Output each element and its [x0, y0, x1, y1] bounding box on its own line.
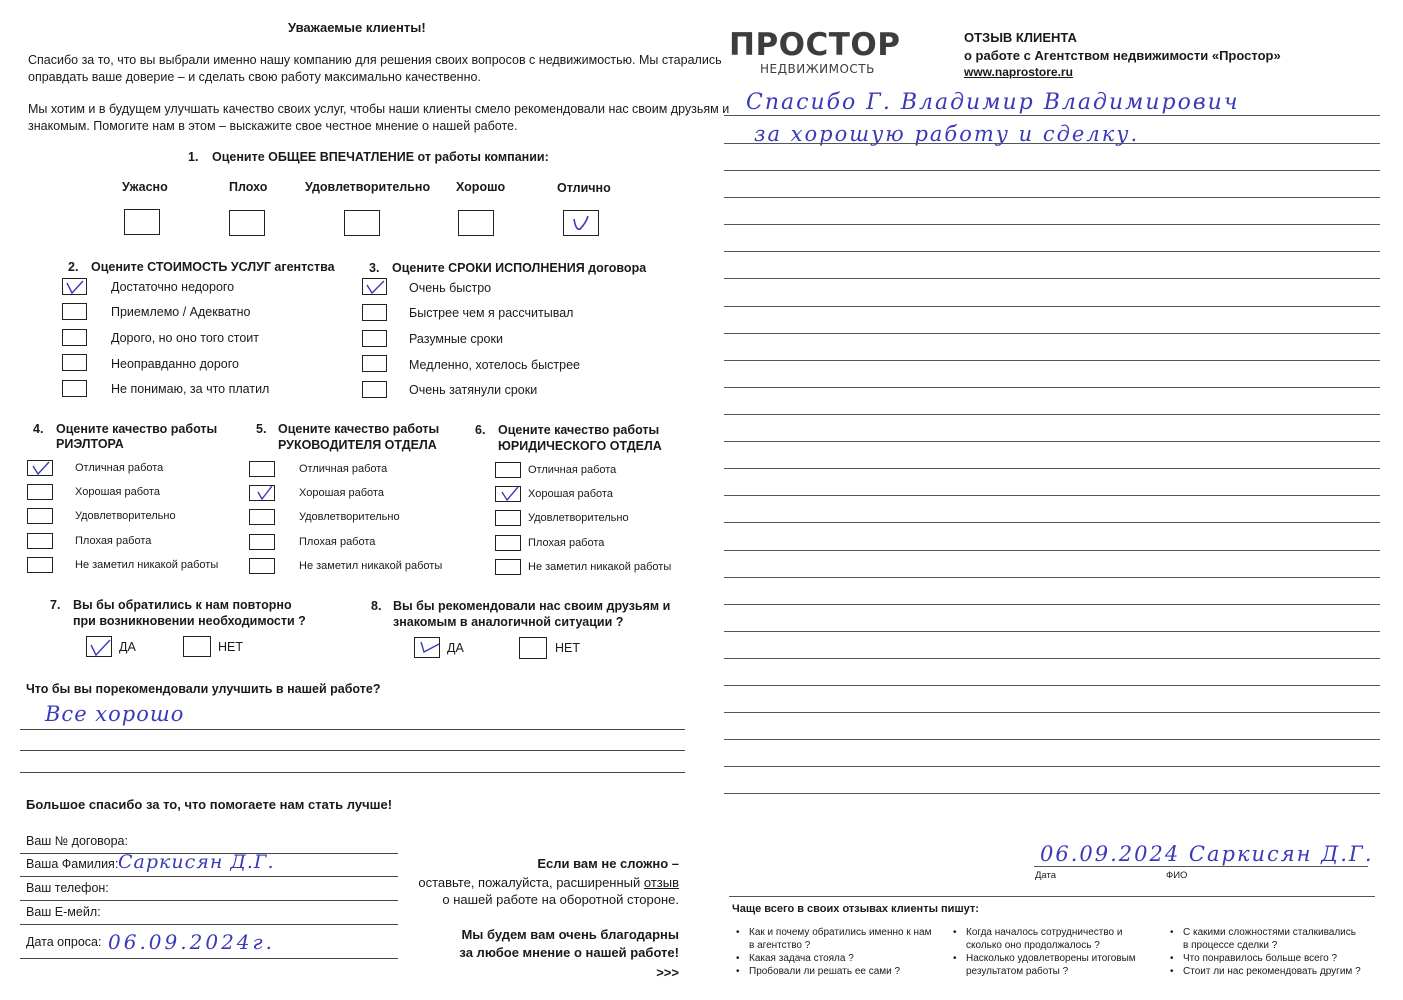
- q6-option-label: Не заметил никакой работы: [528, 561, 672, 573]
- q2-title: Оцените СТОИМОСТЬ УСЛУГ агентства: [91, 260, 335, 274]
- q2-option-label: Не понимаю, за что платил: [111, 382, 270, 396]
- q1-checkbox-checked[interactable]: [563, 210, 599, 236]
- review-line: [724, 251, 1380, 252]
- greeting: Уважаемые клиенты!: [288, 20, 426, 35]
- q8-yes-label: ДА: [447, 641, 464, 655]
- answer-line: [20, 750, 685, 751]
- q2-option-label: Приемлемо / Адекватно: [111, 305, 251, 319]
- q1-title: Оцените ОБЩЕЕ ВПЕЧАТЛЕНИЕ от работы компании:: [212, 150, 549, 164]
- q3-checkbox[interactable]: [362, 330, 387, 347]
- q2-option-label: Достаточно недорого: [111, 280, 235, 294]
- company-url-link[interactable]: www.naprostore.ru: [964, 65, 1073, 79]
- q8-title-2: знакомым в аналогичной ситуации ?: [393, 615, 624, 629]
- q6-title: Оцените качество работы: [498, 423, 660, 437]
- hint-item: • Что понравилось больше всего ?: [1183, 952, 1363, 965]
- date-caption: Дата: [1035, 870, 1057, 881]
- review-line: [724, 387, 1380, 388]
- q2-option-label: Дорого, но оно того стоит: [111, 331, 259, 345]
- q3-title: Оцените СРОКИ ИСПОЛНЕНИЯ договора: [392, 261, 647, 275]
- q7-no-label: НЕТ: [218, 640, 243, 654]
- q1-number: 1.: [188, 150, 199, 164]
- q6-option-label: Хорошая работа: [528, 488, 613, 500]
- q3-checkbox[interactable]: [362, 304, 387, 321]
- review-line: [724, 550, 1380, 551]
- hint-item: • Пробовали ли решать ее сами ?: [749, 965, 934, 978]
- q1-checkbox[interactable]: [229, 210, 265, 236]
- answer-line: [20, 772, 685, 773]
- review-handwriting-2[interactable]: за хорошую работу и сделку.: [754, 122, 1140, 146]
- q2-checkbox[interactable]: [62, 380, 87, 397]
- q4-option-label: Отличная работа: [75, 462, 164, 474]
- hints-title: Чаще всего в своих отзывах клиенты пишут:: [732, 903, 979, 915]
- q3-checkbox-checked[interactable]: [362, 278, 387, 295]
- hint-item: • Как и почему обратились именно к нам в агентство ?: [749, 926, 934, 952]
- q5-title: Оцените качество работы: [278, 422, 440, 436]
- review-line: [724, 468, 1380, 469]
- review-line: [724, 197, 1380, 198]
- review-line: [724, 685, 1380, 686]
- side-note-3: о нашей работе на оборотной стороне.: [442, 892, 679, 907]
- q1-option-label: Удовлетворительно: [305, 180, 431, 194]
- side-note-2-text: оставьте, пожалуйста, расширенный: [418, 875, 644, 890]
- q2-number: 2.: [68, 260, 79, 274]
- signature-handwriting[interactable]: 06.09.2024 Саркисян Д.Г.: [1040, 842, 1374, 866]
- q8-yes-checkbox-checked[interactable]: [414, 637, 440, 658]
- review-line: [724, 143, 1380, 144]
- continue-arrows: >>>: [656, 965, 679, 980]
- q1-checkbox[interactable]: [344, 210, 380, 236]
- review-line: [724, 631, 1380, 632]
- q3-option-label: Разумные сроки: [409, 332, 503, 346]
- q7-title-2: при возникновении необходимости ?: [73, 614, 306, 628]
- q2-checkbox[interactable]: [62, 329, 87, 346]
- check-mark-icon: [63, 279, 87, 295]
- q7-yes-checkbox-checked[interactable]: [86, 636, 112, 657]
- q8-number: 8.: [371, 599, 382, 613]
- q5-checkbox[interactable]: [249, 558, 275, 574]
- thanks-text: Большое спасибо за то, что помогаете нам стать лучше!: [26, 797, 393, 812]
- date-label: Дата опроса:: [26, 935, 102, 949]
- q6-checkbox[interactable]: [495, 462, 521, 478]
- q6-option-label: Удовлетворительно: [528, 512, 629, 524]
- q6-checkbox-checked[interactable]: [495, 486, 521, 502]
- review-line: [724, 224, 1380, 225]
- review-line: [724, 522, 1380, 523]
- q5-checkbox[interactable]: [249, 509, 275, 525]
- check-mark-icon: [415, 638, 440, 658]
- q5-option-label: Не заметил никакой работы: [299, 560, 443, 572]
- q6-checkbox[interactable]: [495, 535, 521, 551]
- review-line: [724, 793, 1380, 794]
- q7-yes-label: ДА: [119, 640, 136, 654]
- intro-text-1b: оправдать ваше доверие – и сделать свою работу максимально качественно.: [28, 70, 481, 84]
- review-line: [724, 115, 1380, 116]
- q3-option-label: Очень быстро: [409, 281, 492, 295]
- q7-no-checkbox[interactable]: [183, 636, 211, 657]
- check-mark-icon: [28, 461, 53, 476]
- q5-title-2: РУКОВОДИТЕЛЯ ОТДЕЛА: [278, 438, 437, 452]
- review-line: [724, 577, 1380, 578]
- q4-option-label: Хорошая работа: [75, 486, 160, 498]
- q2-checkbox-checked[interactable]: [62, 278, 87, 295]
- hints-column-2: [966, 926, 1156, 978]
- q3-option-label: Медленно, хотелось быстрее: [409, 358, 580, 372]
- q5-option-label: Отличная работа: [299, 463, 388, 475]
- company-logo: [729, 28, 901, 76]
- review-line: [724, 414, 1380, 415]
- review-line: [724, 333, 1380, 334]
- improve-question: Что бы вы порекомендовали улучшить в нашей работе?: [26, 682, 381, 696]
- q6-option-label: Отличная работа: [528, 464, 617, 476]
- check-mark-icon: [496, 487, 521, 502]
- review-header-title: ОТЗЫВ КЛИЕНТА: [964, 30, 1077, 45]
- hint-item: • С какими сложностями сталкивались в процессе сделки ?: [1183, 926, 1363, 952]
- q5-option-label: Плохая работа: [299, 536, 376, 548]
- phone-label: Ваш телефон:: [26, 881, 109, 895]
- q3-option-label: Очень затянули сроки: [409, 383, 538, 397]
- check-mark-icon: [250, 486, 275, 501]
- q4-checkbox-checked[interactable]: [27, 460, 53, 476]
- q7-number: 7.: [50, 598, 61, 612]
- review-line: [724, 360, 1380, 361]
- q1-option-label: Отлично: [557, 181, 611, 195]
- review-link[interactable]: отзыв: [643, 875, 679, 890]
- q5-number: 5.: [256, 422, 267, 436]
- check-mark-icon: [87, 637, 112, 657]
- review-line: [724, 766, 1380, 767]
- q4-checkbox[interactable]: [27, 533, 53, 549]
- intro-text-1a: Спасибо за то, что вы выбрали именно нашу компанию для решения своих вопросов с недвижимостью. Мы старались: [28, 53, 722, 67]
- review-line: [724, 306, 1380, 307]
- email-label: Ваш Е-мейл:: [26, 905, 101, 919]
- email-field-line[interactable]: [20, 924, 398, 925]
- date-field-line[interactable]: [20, 958, 398, 959]
- hints-column-3: [1183, 926, 1363, 978]
- q4-option-label: Удовлетворительно: [75, 510, 176, 522]
- intro-text-2a: Мы хотим и в будущем улучшать качество своих услуг, чтобы наши клиенты смело рекомендовали нас своим друзьям и: [28, 102, 730, 116]
- review-handwriting-1[interactable]: Спасибо Г. Владимир Владимирович: [746, 90, 1240, 115]
- surname-field-line[interactable]: [20, 876, 398, 877]
- q5-checkbox[interactable]: [249, 534, 275, 550]
- q2-checkbox[interactable]: [62, 354, 87, 371]
- surname-value[interactable]: Саркисян Д.Г.: [118, 851, 275, 873]
- q3-checkbox[interactable]: [362, 355, 387, 372]
- check-mark-icon: [564, 211, 598, 235]
- answer-line: [20, 729, 685, 730]
- logo-sub: НЕДВИЖИМОСТЬ: [760, 62, 875, 76]
- check-mark-icon: [363, 279, 387, 295]
- side-note-1: Если вам не сложно –: [537, 856, 679, 871]
- q4-number: 4.: [33, 422, 44, 436]
- q6-title-2: ЮРИДИЧЕСКОГО ОТДЕЛА: [498, 439, 662, 453]
- q8-no-checkbox[interactable]: [519, 637, 547, 659]
- date-value[interactable]: 06.09.2024г.: [108, 930, 275, 954]
- hint-item: • Стоит ли нас рекомендовать другим ?: [1183, 965, 1363, 978]
- side-note-2: [418, 875, 679, 890]
- q3-option-label: Быстрее чем я рассчитывал: [409, 306, 574, 320]
- review-header-subtitle: о работе с Агентством недвижимости «Простор»: [964, 48, 1281, 63]
- q6-checkbox[interactable]: [495, 510, 521, 526]
- q1-option-label: Плохо: [229, 180, 268, 194]
- review-line: [724, 170, 1380, 171]
- q1-checkbox[interactable]: [124, 209, 160, 235]
- q7-title: Вы бы обратились к нам повторно: [73, 598, 292, 612]
- q5-option-label: Хорошая работа: [299, 487, 384, 499]
- contract-label: Ваш № договора:: [26, 834, 128, 848]
- q4-title-2: РИЭЛТОРА: [56, 437, 124, 451]
- review-line: [724, 278, 1380, 279]
- hint-item: • Когда началось сотрудничество и сколько оно продолжалось ?: [966, 926, 1156, 952]
- q6-checkbox[interactable]: [495, 559, 521, 575]
- fio-caption: ФИО: [1166, 870, 1188, 881]
- hints-divider: [729, 896, 1375, 897]
- review-line: [724, 739, 1380, 740]
- q1-checkbox[interactable]: [458, 210, 494, 236]
- q1-option-label: Ужасно: [122, 180, 168, 194]
- q4-option-label: Плохая работа: [75, 535, 152, 547]
- q3-number: 3.: [369, 261, 380, 275]
- intro-text-2b: знакомым. Помогите нам в этом – выскажите свое честное мнение о нашей работе.: [28, 119, 518, 133]
- q5-option-label: Удовлетворительно: [299, 511, 400, 523]
- review-line: [724, 658, 1380, 659]
- improve-answer[interactable]: Все хорошо: [45, 702, 185, 726]
- signature-line: [1034, 866, 1368, 867]
- q8-no-label: НЕТ: [555, 641, 580, 655]
- review-line: [724, 441, 1380, 442]
- q4-checkbox[interactable]: [27, 508, 53, 524]
- q5-checkbox-checked[interactable]: [249, 485, 275, 501]
- hint-item: • Какая задача стояла ?: [749, 952, 934, 965]
- surname-label: Ваша Фамилия:: [26, 857, 119, 871]
- q4-option-label: Не заметил никакой работы: [75, 559, 219, 571]
- q3-checkbox[interactable]: [362, 381, 387, 398]
- side-note-5: за любое мнение о нашей работе!: [459, 945, 679, 960]
- review-line: [724, 495, 1380, 496]
- q6-option-label: Плохая работа: [528, 537, 605, 549]
- q5-checkbox[interactable]: [249, 461, 275, 477]
- hints-column-1: [749, 926, 934, 978]
- phone-field-line[interactable]: [20, 900, 398, 901]
- q4-checkbox[interactable]: [27, 557, 53, 573]
- q8-title: Вы бы рекомендовали нас своим друзьям и: [393, 599, 671, 613]
- q6-number: 6.: [475, 423, 486, 437]
- hint-item: • Насколько удовлетворены итоговым результатом работы ?: [966, 952, 1156, 978]
- logo-main: ПРОСТОР: [729, 27, 901, 63]
- q1-option-label: Хорошо: [456, 180, 506, 194]
- q4-title: Оцените качество работы: [56, 422, 218, 436]
- review-line: [724, 604, 1380, 605]
- side-note-4: Мы будем вам очень благодарны: [461, 927, 679, 942]
- q2-option-label: Неоправданно дорого: [111, 357, 239, 371]
- review-line: [724, 712, 1380, 713]
- q4-checkbox[interactable]: [27, 484, 53, 500]
- q2-checkbox[interactable]: [62, 303, 87, 320]
